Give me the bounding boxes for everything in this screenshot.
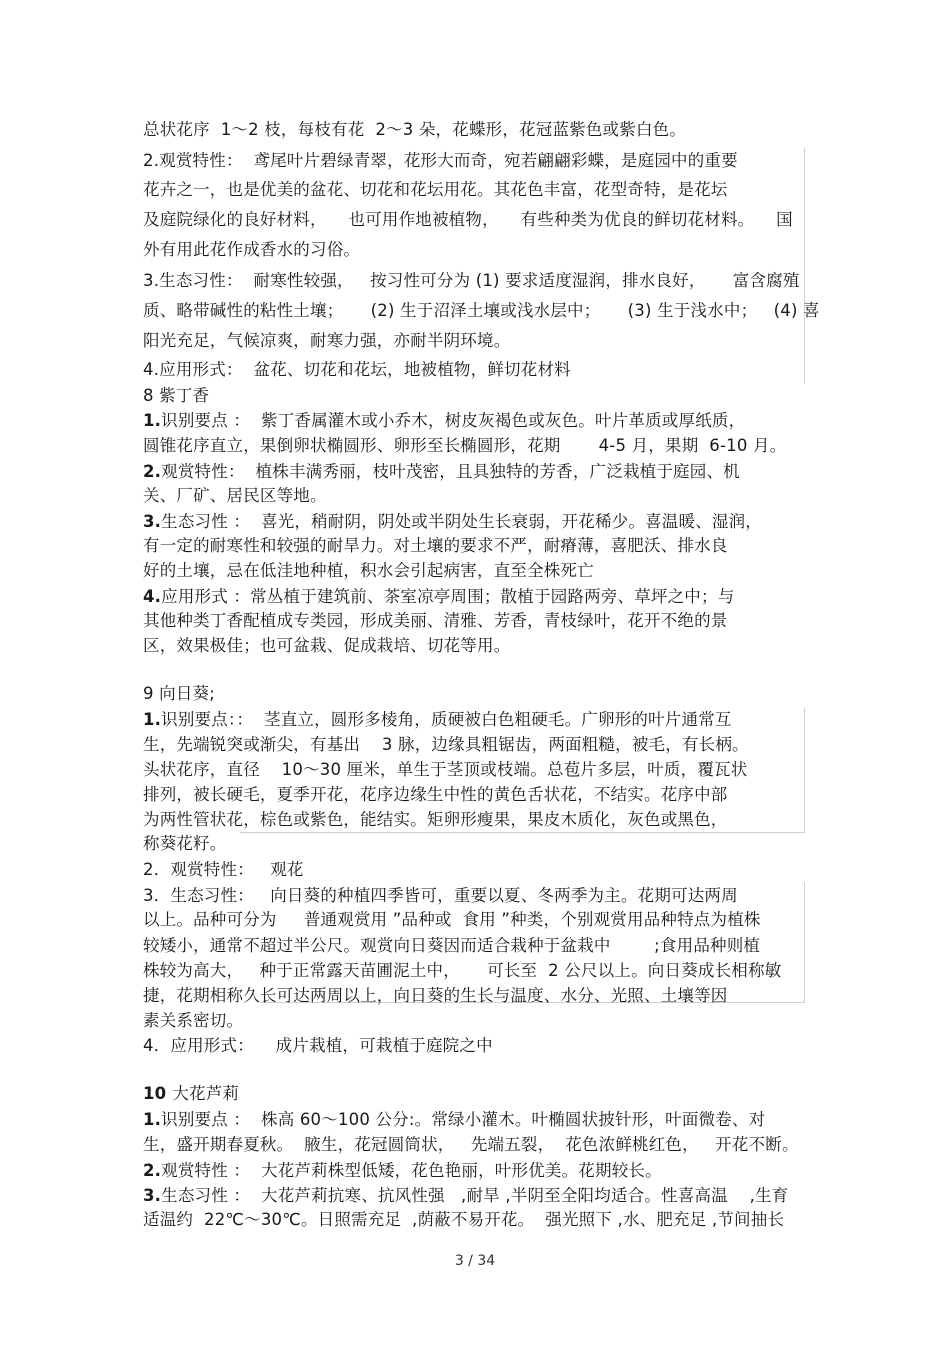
section-number: 1. <box>143 411 162 430</box>
section-number: 1. <box>143 710 162 729</box>
section-number: 4. <box>143 587 162 606</box>
section-number: 3. <box>143 1186 162 1205</box>
text-line <box>143 1084 239 1104</box>
text-line: 排列，被长硬毛，夏季开花，花序边缘生中性的黄色舌状花，不结实。花序中部 <box>143 785 728 804</box>
text-line <box>143 512 762 532</box>
line-text: 应用形式 ：常丛植于建筑前、茶室凉亭周围；散植于园路两旁、草坪之中；与 <box>161 587 735 606</box>
text-line: 2.观赏特性： 鸢尾叶片碧绿青翠，花形大而奇，宛若翩翩彩蝶，是庭园中的重要 <box>143 151 738 170</box>
text-line <box>143 1110 765 1130</box>
text-line: 头状花序，直径 10～30 厘米，单生于茎顶或枝端。总苞片多层，叶质，覆瓦状 <box>143 760 748 779</box>
frame-line <box>240 832 805 833</box>
line-text: 识别要点 ： 株高 60～100 公分:。常绿小灌木。叶椭圆状披针形，叶面微卷、对 <box>161 1110 766 1129</box>
text-line: 2．观赏特性： 观花 <box>143 860 304 879</box>
text-line: 区，效果极佳；也可盆栽、促成栽培、切花等用。 <box>143 636 511 655</box>
text-line <box>143 587 734 607</box>
text-line: 生，盛开期春夏秋。 腋生，花冠圆筒状， 先端五裂， 花色浓鲜桃红色， 开花不断。 <box>143 1135 799 1154</box>
text-line: 3.生态习性： 耐寒性较强， 按习性可分为 (1) 要求适度湿润，排水良好， 富含腐殖 <box>143 271 800 290</box>
text-line: 以上。品种可分为 普通观赏用 ”品种或 食用 ”种类，个别观赏用品种特点为植株 <box>143 910 761 929</box>
text-line: 9 向日葵; <box>143 684 216 703</box>
text-line <box>143 462 740 482</box>
section-number: 10 <box>143 1084 173 1103</box>
text-line: 圆锥花序直立，果倒卵状椭圆形、卵形至长椭圆形，花期 4-5 月，果期 6-10 月。 <box>143 436 787 455</box>
text-line: 花卉之一，也是优美的盆花、切花和花坛用花。其花色丰富，花型奇特，是花坛 <box>143 180 728 199</box>
text-line: 称葵花籽。 <box>143 834 227 853</box>
text-line: 有一定的耐寒性和较强的耐旱力。对土壤的要求不严，耐瘠薄，喜肥沃、排水良 <box>143 536 728 555</box>
text-line: 其他种类丁香配植成专类园，形成美丽、清雅、芳香，青枝绿叶，花开不绝的景 <box>143 611 728 630</box>
text-line: 4．应用形式： 成片栽植，可栽植于庭院之中 <box>143 1036 493 1055</box>
text-line: 4.应用形式： 盆花、切花和花坛，地被植物，鲜切花材料 <box>143 360 571 379</box>
line-text: 生态习性 ： 喜光，稍耐阴，阴处或半阴处生长衰弱，开花稀少。喜温暖、湿润， <box>161 512 762 531</box>
text-line <box>143 710 732 730</box>
page-number: 3 / 34 <box>454 1253 496 1269</box>
text-line: 及庭院绿化的良好材料， 也可用作地被植物， 有些种类为优良的鲜切花材料。 国 <box>143 210 793 229</box>
text-line: 3．生态习性： 向日葵的种植四季皆可，重要以夏、冬两季为主。花期可达两周 <box>143 886 738 905</box>
text-line: 为两性管状花，棕色或紫色，能结实。矩卵形瘦果，果皮木质化，灰色或黑色， <box>143 810 728 829</box>
text-line: 外有用此花作成香水的习俗。 <box>143 240 361 259</box>
text-line <box>143 411 745 431</box>
line-text: 生态习性 ： 大花芦莉抗寒、抗风性强 ,耐旱 ,半阴至全阳均适合。性喜高温 ,生育 <box>161 1186 789 1205</box>
text-line: 素关系密切。 <box>143 1011 244 1030</box>
section-number: 3. <box>143 512 162 531</box>
text-line: 关、厂矿、居民区等地。 <box>143 486 327 505</box>
line-text: 观赏特性： 植株丰满秀丽，枝叶茂密，且具独特的芳香，广泛栽植于庭园、机 <box>161 462 740 481</box>
text-line: 总状花序 1～2 枝，每枝有花 2～3 朵，花蝶形，花冠蓝紫色或紫白色。 <box>143 120 687 139</box>
text-line: 较矮小，通常不超过半公尺。观赏向日葵因而适合栽种于盆栽中 ;食用品种则植 <box>143 936 761 955</box>
text-line: 适温约 22℃～30℃。日照需充足 ,荫蔽不易开花。 强光照下 ,水、肥充足 ,节间抽长 <box>143 1210 785 1229</box>
text-line <box>143 1161 662 1181</box>
line-text: 大花芦莉 <box>172 1084 240 1103</box>
section-number: 2. <box>143 462 162 481</box>
line-text: 观赏特性 ： 大花芦莉株型低矮，花色艳丽，叶形优美。花期较长。 <box>161 1161 662 1180</box>
text-line: 好的土壤，忌在低洼地种植，积水会引起病害，直至全株死亡 <box>143 561 594 580</box>
line-text: 识别要点 ： 紫丁香属灌木或小乔木，树皮灰褐色或灰色。叶片革质或厚纸质， <box>161 411 746 430</box>
text-line: 生，先端锐突或渐尖，有基出 3 脉，边缘具粗锯齿，两面粗糙，被毛，有长柄。 <box>143 735 749 754</box>
section-number: 1. <box>143 1110 162 1129</box>
frame-line <box>804 882 805 1002</box>
frame-line <box>804 148 805 384</box>
line-text: 识别要点：： 茎直立，圆形多棱角，质硬被白色粗硬毛。广卵形的叶片通常互 <box>161 710 732 729</box>
text-line: 质、略带碱性的粘性土壤； (2) 生于沼泽土壤或浅水层中； (3) 生于浅水中； (4) 喜 <box>143 301 820 320</box>
frame-line <box>804 708 805 832</box>
section-number: 2. <box>143 1161 162 1180</box>
text-line: 株较为高大， 种于正常露天苗圃泥土中， 可长至 2 公尺以上。向日葵成长相称敏 <box>143 961 782 980</box>
text-line: 阳光充足，气候凉爽，耐寒力强，亦耐半阴环境。 <box>143 331 511 350</box>
text-line: 8 紫丁香 <box>143 386 210 405</box>
text-line: 捷，花期相称久长可达两周以上，向日葵的生长与温度、水分、光照、土壤等因 <box>143 986 728 1005</box>
text-line <box>143 1186 788 1206</box>
